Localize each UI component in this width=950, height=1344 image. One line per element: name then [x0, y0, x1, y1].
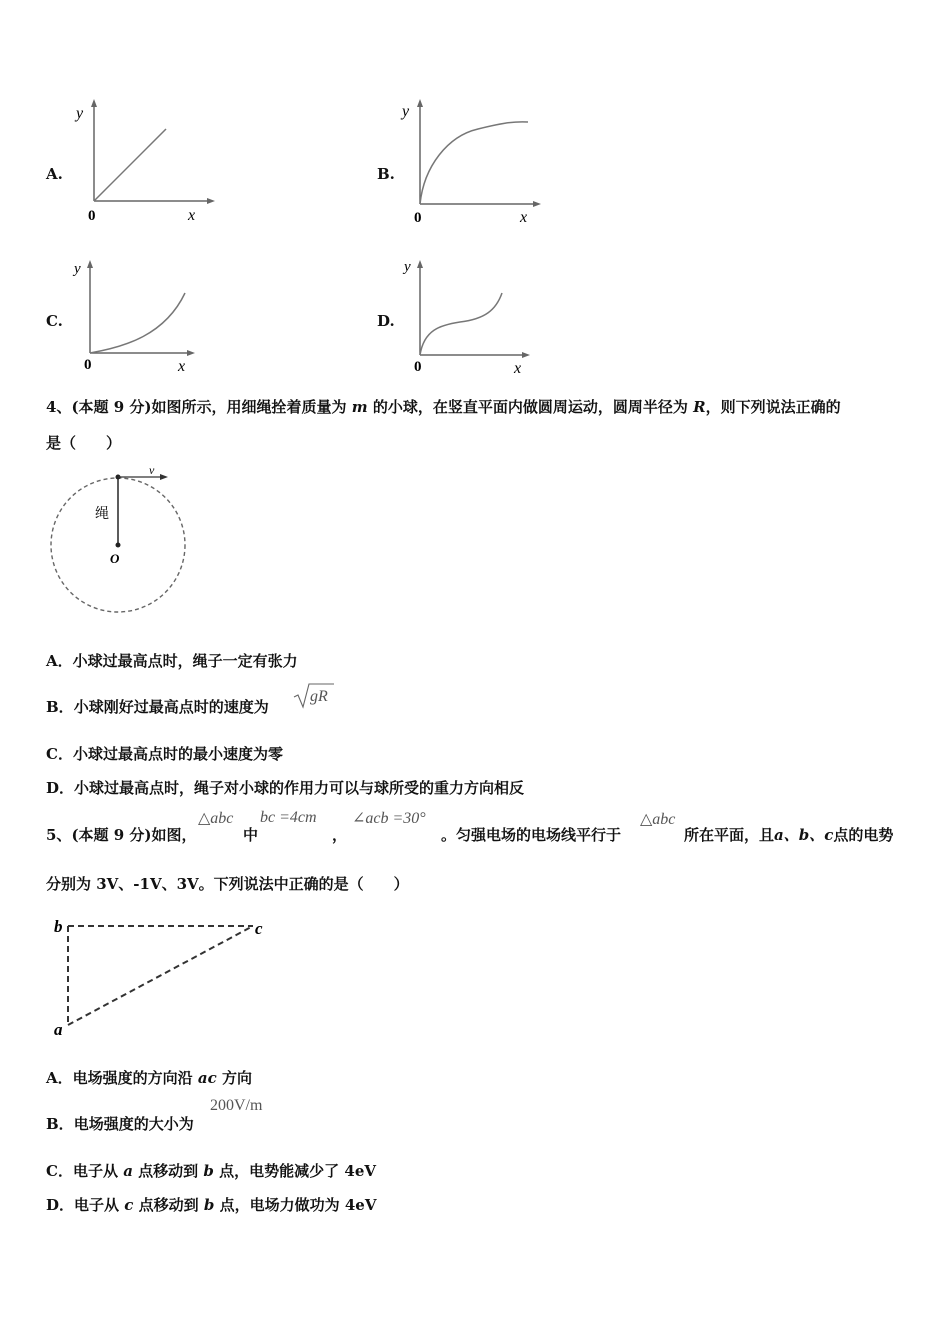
svg-text:x: x: [514, 360, 522, 377]
curve-convex: [90, 293, 185, 353]
bc-length: bc =4cm: [260, 809, 317, 826]
point-a-label: a: [54, 1020, 63, 1039]
graph-option-d-label: D.: [377, 312, 395, 330]
svg-text:x: x: [520, 209, 528, 226]
graph-option-b-label: B.: [377, 165, 395, 183]
graph-d-inflection: [400, 255, 535, 377]
origin-label: 0: [88, 208, 96, 224]
triangle-abc-2: △abc: [640, 811, 676, 828]
q5-comma: ，: [332, 826, 348, 844]
angle-acb: ∠acb =30°: [352, 810, 426, 827]
y-arrow: [91, 99, 97, 107]
svg-text:gR: gR: [310, 688, 328, 705]
svg-text:0: 0: [84, 357, 92, 373]
curve-sqrt: [420, 122, 528, 204]
svg-text:0: 0: [414, 210, 422, 226]
q5-stem-part3: 。匀强电场的电场线平行于: [441, 826, 622, 844]
field-strength-value: 200V/m: [210, 1097, 263, 1114]
svg-text:y: y: [402, 103, 410, 120]
x-arrow: [207, 198, 215, 204]
point-c-label: c: [255, 919, 263, 938]
point-b-label: b: [54, 917, 63, 936]
q4-stem-line2: 是（ ）: [46, 434, 122, 452]
triangle-abc-1: △abc: [198, 810, 234, 827]
q4-circle-figure: [45, 460, 195, 620]
q4-option-d[interactable]: D．小球过最高点时，绳子对小球的作用力可以与球所受的重力方向相反: [46, 779, 525, 797]
graph-option-a-label: A.: [46, 165, 63, 183]
graph-b-sqrt: [398, 96, 543, 226]
q4-stem-line1: 4、(本题 9 分)如图所示，用细绳拴着质量为 m 的小球，在竖直平面内做圆周运动，圆周半径为 R，则下列说法正确的: [46, 398, 841, 416]
q4-option-c[interactable]: C．小球过最高点时的最小速度为零: [46, 745, 283, 763]
graph-option-c-label: C.: [46, 312, 63, 330]
q4-option-a[interactable]: A．小球过最高点时，绳子一定有张力: [46, 652, 298, 670]
svg-text:x: x: [178, 358, 186, 375]
q5-option-d[interactable]: D．电子从 c 点移动到 b 点，电场力做功为 4eV: [46, 1196, 377, 1214]
q4-option-b[interactable]: B．小球刚好过最高点时的速度为: [46, 698, 269, 716]
svg-text:y: y: [404, 259, 411, 275]
q5-option-c[interactable]: C．电子从 a 点移动到 b 点，电势能减少了 4eV: [46, 1162, 376, 1180]
q5-option-b[interactable]: B．电场强度的大小为: [46, 1115, 194, 1133]
q5-stem-part1: 5、(本题 9 分)如图，: [46, 826, 197, 844]
q5-triangle-figure: [48, 912, 278, 1042]
curve-line: [94, 129, 166, 201]
q5-option-a[interactable]: A．电场强度的方向沿 ac 方向: [46, 1069, 252, 1087]
svg-text:y: y: [74, 261, 81, 277]
center-label: O: [110, 551, 120, 566]
x-label: x: [188, 207, 196, 224]
graph-c-convex: [70, 255, 200, 375]
sqrt-gR-formula: [292, 681, 337, 709]
rope-label: 绳: [95, 507, 109, 522]
side-ac: [68, 926, 253, 1025]
curve-inflection: [420, 293, 502, 355]
q5-stem-zhong: 中: [243, 826, 259, 844]
center-point: [116, 543, 121, 548]
y-label: y: [76, 105, 84, 122]
graph-a-linear: [70, 96, 215, 226]
velocity-label: v: [149, 463, 155, 477]
svg-text:0: 0: [414, 359, 422, 375]
q5-stem-line2: 分别为 3V、-1V、3V。下列说法中正确的是（ ）: [46, 875, 409, 893]
q5-stem-part4: 所在平面，且a、b、c点的电势: [684, 826, 894, 844]
